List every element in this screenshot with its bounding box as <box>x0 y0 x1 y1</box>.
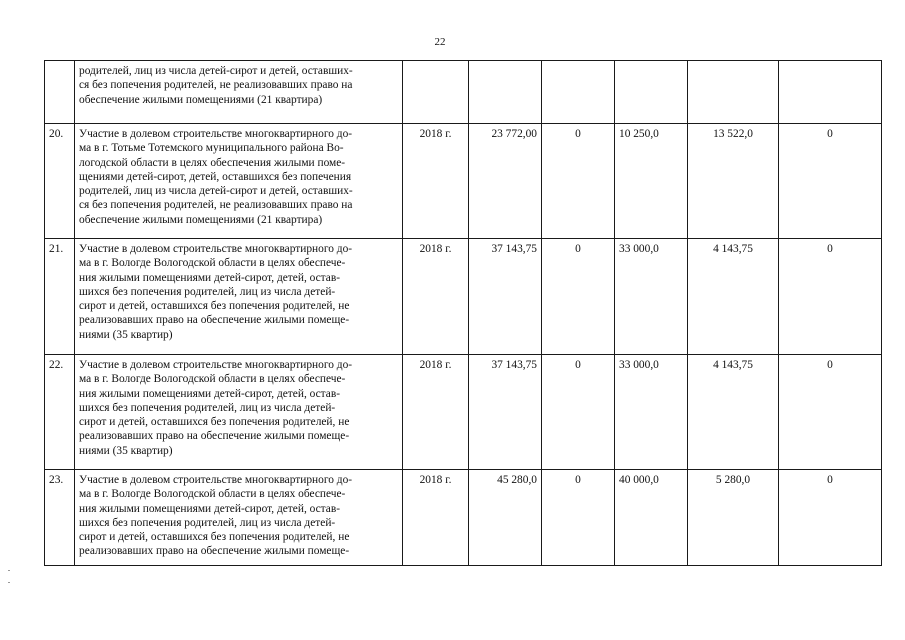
row-description-text: Участие в долевом строительстве многоквартирного до- ма в г. Тотьме Тотемского муниципального района Во- логодской области в целях обеспечения жилыми поме- щениями детей-сирот, детей, оставшихся без попечения родителей, лиц из числа детей-сирот и детей, оставших- ся без попечения родителей, не реализовавших право на обеспечение жилыми помещениями (21 квартира) <box>79 128 353 226</box>
row-col5 <box>779 61 882 124</box>
row-description-text: Участие в долевом строительстве многоквартирного до- ма в г. Вологде Вологодской области в целях обеспече- ния жилыми помещениями детей-сирот, детей, остав- шихся без попечения родителей, лиц из числа детей- сирот и детей, оставшихся без попечения родителей, не реализовавших право на обеспечение жилыми помеще- ниями (35 квартир) <box>79 243 353 341</box>
row-year <box>403 61 469 124</box>
row-col4: 13 522,0 <box>688 124 779 239</box>
row-col1: 23 772,00 <box>469 124 542 239</box>
row-col1: 37 143,75 <box>469 239 542 355</box>
row-col5: 0 <box>779 355 882 470</box>
table-row <box>45 124 882 239</box>
row-col2 <box>542 61 615 124</box>
row-col1: 37 143,75 <box>469 355 542 470</box>
row-col3 <box>615 61 688 124</box>
scan-edge-mark <box>8 582 10 583</box>
table-row <box>45 239 882 355</box>
row-col2: 0 <box>542 239 615 355</box>
table-row <box>45 470 882 566</box>
row-col4: 4 143,75 <box>688 355 779 470</box>
scan-edge-mark <box>8 570 10 571</box>
row-description <box>75 239 403 355</box>
row-col5: 0 <box>779 470 882 566</box>
row-col5: 0 <box>779 239 882 355</box>
table-row <box>45 355 882 470</box>
row-col2: 0 <box>542 124 615 239</box>
row-description <box>75 124 403 239</box>
row-year: 2018 г. <box>403 239 469 355</box>
row-col3: 33 000,0 <box>615 355 688 470</box>
row-number <box>45 61 75 124</box>
row-col4: 4 143,75 <box>688 239 779 355</box>
row-description <box>75 61 403 124</box>
row-col5: 0 <box>779 124 882 239</box>
row-description-text: Участие в долевом строительстве многоквартирного до- ма в г. Вологде Вологодской области в целях обеспече- ния жилыми помещениями детей-сирот, детей, остав- шихся без попечения родителей, лиц из числа детей- сирот и детей, оставшихся без попечения родителей, не реализовавших право на обеспечение жилыми помеще- ниями (35 квартир) <box>79 359 353 457</box>
program-table <box>44 60 882 566</box>
row-col4 <box>688 61 779 124</box>
row-year: 2018 г. <box>403 355 469 470</box>
row-col3: 40 000,0 <box>615 470 688 566</box>
row-description-text: Участие в долевом строительстве многоквартирного до- ма в г. Вологде Вологодской области в целях обеспече- ния жилыми помещениями детей-сирот, детей, остав- шихся без попечения родителей, лиц из числа детей- сирот и детей, оставшихся без попечения родителей, не реализовавших право на обеспечение жилыми помеще- <box>79 474 353 558</box>
row-col4: 5 280,0 <box>688 470 779 566</box>
row-description <box>75 470 403 566</box>
row-col1 <box>469 61 542 124</box>
row-number: 22. <box>45 355 75 470</box>
row-number: 21. <box>45 239 75 355</box>
row-description <box>75 355 403 470</box>
row-number: 23. <box>45 470 75 566</box>
row-col3: 33 000,0 <box>615 239 688 355</box>
table-row <box>45 61 882 124</box>
row-number: 20. <box>45 124 75 239</box>
row-col1: 45 280,0 <box>469 470 542 566</box>
row-col2: 0 <box>542 470 615 566</box>
page-number: 22 <box>434 36 446 48</box>
row-year: 2018 г. <box>403 124 469 239</box>
row-col3: 10 250,0 <box>615 124 688 239</box>
row-year: 2018 г. <box>403 470 469 566</box>
row-description-text: родителей, лиц из числа детей-сирот и детей, оставших- ся без попечения родителей, не реализовавших право на обеспечение жилыми помещениями (21 квартира) <box>79 65 353 106</box>
row-col2: 0 <box>542 355 615 470</box>
